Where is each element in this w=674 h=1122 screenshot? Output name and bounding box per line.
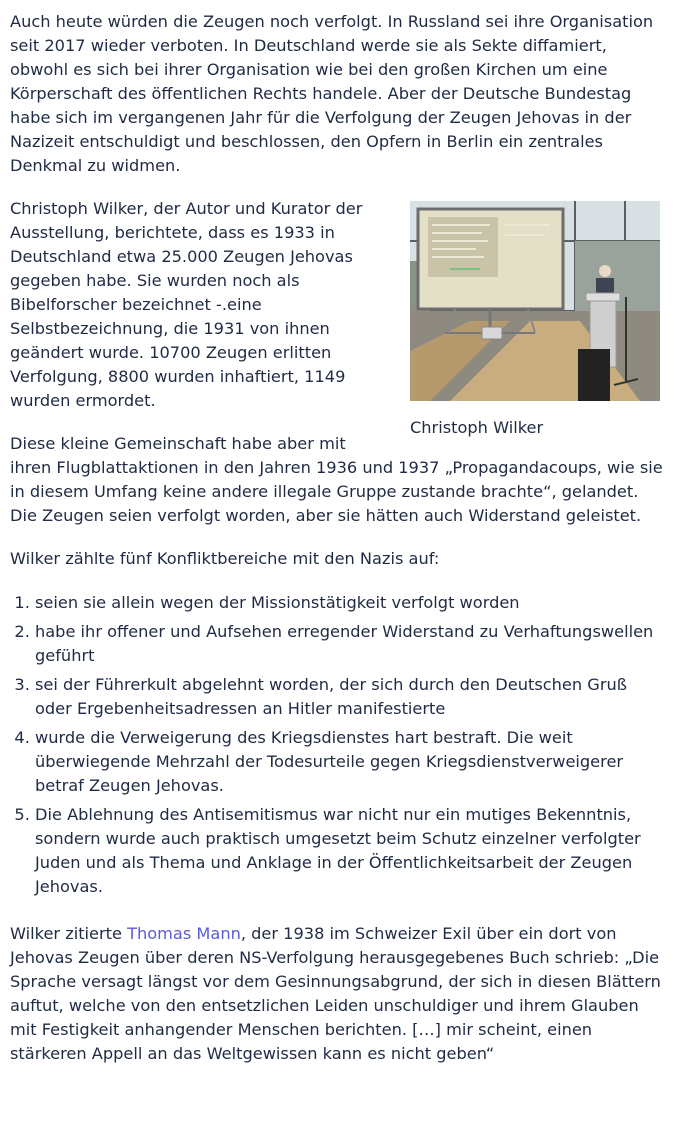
quote-intro: Wilker zitierte xyxy=(10,924,128,943)
list-item: 5. Die Ablehnung des Antisemitismus war nicht nur ein mutiges Bekenntnis, sondern wurde auch praktisch umgesetzt beim Schutz einzelner verfolgter Juden und als Thema und Anklage in der Öffentlichkeitsarbeit der Zeugen Jehovas. xyxy=(35,803,664,899)
thomas-mann-link[interactable]: Thomas Mann xyxy=(127,924,241,943)
list-item: 4. wurde die Verweigerung des Kriegsdienstes hart bestraft. Die weit überwiegende Mehrzahl der Todesurteile gegen Kriegsdienstverweigerer betraf Zeugen Jehovas. xyxy=(35,726,664,798)
conflict-list xyxy=(10,591,664,899)
list-item: 3. sei der Führerkult abgelehnt worden, der sich durch den Deutschen Gruß oder Ergebenheitsadressen an Hitler manifestierte xyxy=(35,673,664,721)
paragraph-persecution-today: Auch heute würden die Zeugen noch verfolgt. In Russland sei ihre Organisation seit 2017 wieder verboten. In Deutschland werde sie als Sekte diffamiert, obwohl es sich bei ihrer Organisation wie bei den großen Kirchen um eine Körperschaft des öffentlichen Rechts handele. Aber der Deutsche Bundestag habe sich im vergangenen Jahr für die Verfolgung der Zeugen Jehovas in der Nazizeit entschuldigt und beschlossen, den Opfern in Berlin ein zentrales Denkmal zu widmen. xyxy=(10,12,654,175)
paragraph-thomas-mann-quote xyxy=(10,922,664,1066)
list-item: 2. habe ihr offener und Aufsehen erregender Widerstand zu Verhaftungswellen geführt xyxy=(35,620,664,668)
quote-text: , der 1938 im Schweizer Exil über ein dort von Jehovas Zeugen über deren NS-Verfolgung herausgegebenes Buch schrieb: „Die Sprache versagt längst vor dem Gesinnungsabgrund, der sich in diesen Blättern auftut, welche von den entsetzlichen Leiden unschuldiger und ihrem Glauben mit Festigkeit anhangender Menschen berichten. […] mir scheint, einen stärkeren Appell an das Weltgewissen kann es nicht geben“ xyxy=(10,924,661,1063)
paragraph-conflict-intro: Wilker zählte fünf Konfliktbereiche mit den Nazis auf: xyxy=(10,549,440,568)
list-item: 1. seien sie allein wegen der Missionstätigkeit verfolgt worden xyxy=(35,591,664,615)
speaker-photo xyxy=(410,201,660,401)
photo-caption: Christoph Wilker xyxy=(410,418,544,437)
paragraph-leaflet-actions: Diese kleine Gemeinschaft habe aber mit ihren Flugblattaktionen in den Jahren 1936 und 1937 „Propagandacoups, wie sie in diesem Umfang keine andere illegale Gruppe zustande brachte“, gelandet. Die Zeugen seien verfolgt worden, aber sie hätten auch Widerstand geleistet. xyxy=(10,434,663,525)
paragraph-wilker-report: Christoph Wilker, der Autor und Kurator der Ausstellung, berichtete, dass es 1933 in Deutschland etwa 25.000 Zeugen Jehovas gegeben habe. Sie wurden noch als Bibelforscher bezeichnet -.eine Selbstbezeichnung, die 1931 von ihnen geändert wurde. 10700 Zeugen erlitten Verfolgung, 8800 wurden inhaftiert, 1149 wurden ermordet. xyxy=(10,199,363,410)
figure-speaker xyxy=(410,201,660,440)
